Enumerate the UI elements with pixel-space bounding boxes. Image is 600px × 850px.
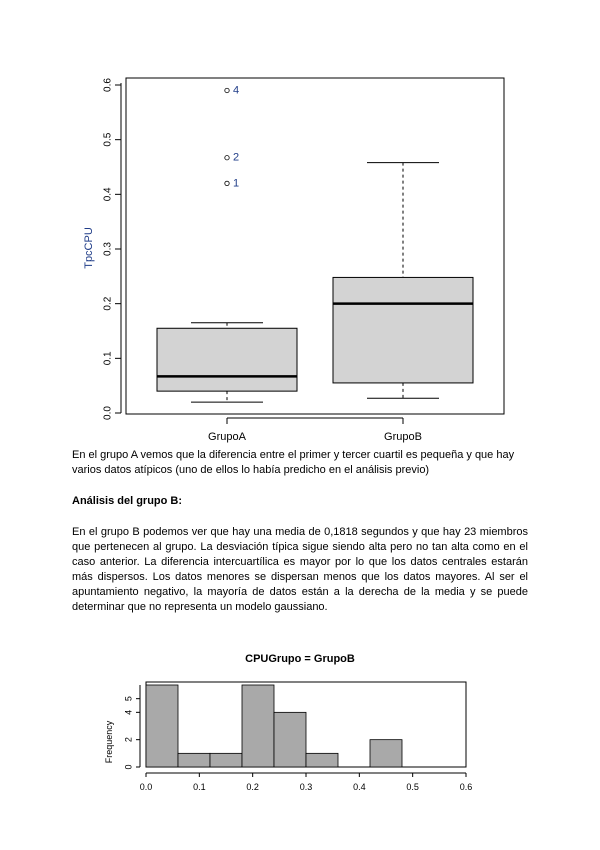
histogram-bar: [146, 685, 178, 767]
histogram-bar: [274, 712, 306, 767]
histogram-x-tick-label: 0.4: [353, 782, 366, 792]
boxplot-caption: En el grupo A vemos que la diferencia entre el primer y tercer cuartil es pequeña y que hay varios datos atípicos (uno de ellos lo había predicho en el análisis previo): [72, 449, 515, 476]
boxplot-box: [157, 328, 297, 391]
boxplot-y-tick-label: 0.2: [102, 296, 114, 311]
boxplot-outlier-label: 4: [233, 84, 240, 97]
boxplot-y-tick-label: 0.1: [102, 351, 114, 366]
histogram-bar: [306, 753, 338, 767]
boxplot-y-tick-label: 0.6: [102, 78, 114, 92]
section-heading: Análisis del grupo B:: [72, 495, 183, 507]
histogram-x-tick-label: 0.0: [139, 782, 153, 792]
boxplot-y-tick-label: 0.4: [102, 187, 114, 202]
group-b-analysis: En el grupo B podemos ver que hay una media de 0,1818 segundos y que hay 23 miembros que pertenecen al grupo. La desviación típica sigue siendo alta pero no tan alta como en el caso anterior. La diferencia intercuartílica es mayor por lo que los datos centrales estarán más dispersos. Los datos menores se dispersan menos que los datos mayores. Al ser el apuntamiento negativo, la mayoría de datos están a la derecha de la media y se puede determinar que no representa un modelo gaussiano.: [72, 526, 528, 613]
histogram-x-tick-label: 0.6: [459, 782, 473, 792]
histogram-x-tick-label: 0.2: [246, 782, 259, 792]
boxplot-outlier-label: 1: [233, 177, 240, 190]
histogram-y-tick-label: 0: [123, 764, 134, 770]
histogram-y-tick-label: 4: [123, 709, 134, 715]
histogram-bar: [370, 740, 402, 767]
boxplot-y-label: TpcCPU: [83, 227, 95, 269]
boxplot-outlier-label: 2: [233, 151, 240, 164]
boxplot-y-tick-label: 0.3: [102, 242, 114, 256]
boxplot-x-tick-label: GrupoA: [208, 431, 246, 443]
boxplot-x-tick-label: GrupoB: [384, 431, 422, 443]
histogram-y-label: Frequency: [104, 720, 114, 764]
boxplot-box: [333, 277, 473, 383]
histogram-x-tick-label: 0.5: [406, 782, 419, 792]
histogram-chart: [0, 640, 600, 850]
histogram-x-tick-label: 0.1: [193, 782, 206, 792]
histogram-y-tick-label: 5: [123, 696, 134, 702]
histogram-x-tick-label: 0.3: [299, 782, 313, 792]
histogram-y-tick-label: 2: [123, 737, 134, 743]
histogram-bar: [242, 685, 274, 767]
histogram-bar: [210, 753, 242, 767]
boxplot-y-tick-label: 0.0: [102, 406, 114, 420]
boxplot-outlier: [225, 88, 229, 92]
histogram-title: CPUGrupo = GrupoB: [245, 653, 355, 665]
histogram-bar: [178, 753, 210, 767]
boxplot-outlier: [225, 181, 229, 185]
boxplot-outlier: [225, 156, 229, 160]
boxplot-y-tick-label: 0.5: [102, 132, 114, 147]
